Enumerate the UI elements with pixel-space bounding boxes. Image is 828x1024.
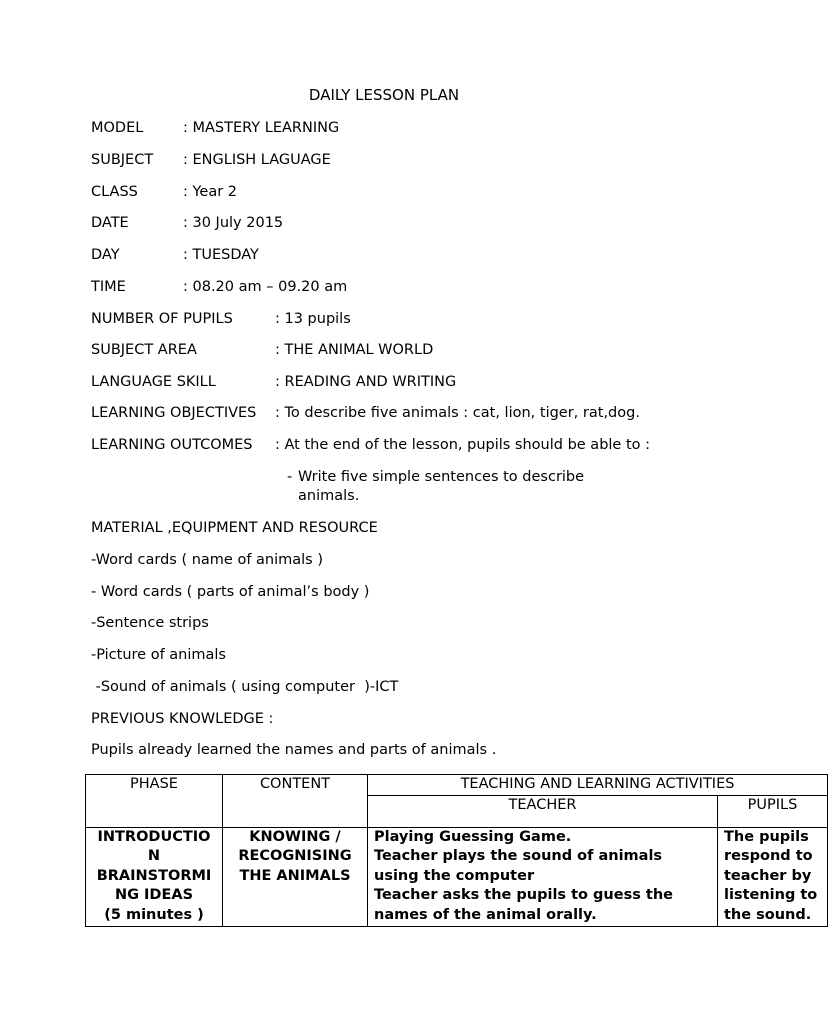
outcome-bullet-line-1: Write five simple sentences to describe	[298, 469, 585, 485]
pupils-activity-cell	[718, 827, 828, 926]
header-activities	[368, 775, 828, 796]
phase-line: NG IDEAS	[114, 887, 194, 903]
field-value-model: : MASTERY LEARNING	[183, 120, 340, 136]
material-item: -Sentence strips	[91, 615, 209, 631]
field-label-subject-area: SUBJECT AREA	[91, 342, 197, 358]
field-value-date: : 30 July 2015	[183, 215, 284, 231]
field-label-time: TIME	[91, 279, 126, 295]
pupils-activity-line: The pupils	[724, 828, 809, 845]
field-label-language-skill: LANGUAGE SKILL	[91, 374, 216, 390]
content-line: THE ANIMALS	[239, 867, 351, 884]
page-title: DAILY LESSON PLAN	[308, 86, 460, 104]
field-value-learning-outcomes: : At the end of the lesson, pupils should be able to :	[275, 437, 651, 453]
header-teacher	[368, 795, 718, 827]
header-activities-label: TEACHING AND LEARNING ACTIVITIES	[460, 776, 735, 792]
teacher-activity-line: Teacher asks the pupils to guess the	[374, 887, 673, 903]
material-item: - Word cards ( parts of animal’s body )	[91, 584, 370, 600]
content-line: KNOWING /	[249, 828, 341, 845]
field-value-class: : Year 2	[183, 184, 238, 200]
materials-heading: MATERIAL ,EQUIPMENT AND RESOURCE	[91, 520, 378, 536]
pupils-activity-line: the sound.	[724, 906, 812, 923]
field-label-model: MODEL	[91, 120, 144, 136]
header-phase-label: PHASE	[130, 776, 178, 792]
previous-knowledge-heading: PREVIOUS KNOWLEDGE :	[91, 711, 274, 727]
header-phase	[86, 775, 223, 828]
field-label-day: DAY	[91, 247, 120, 263]
material-item: -Picture of animals	[91, 647, 226, 663]
content-line: RECOGNISING	[238, 848, 352, 864]
phase-cell	[86, 827, 223, 926]
field-label-class: CLASS	[91, 184, 138, 200]
phase-line: INTRODUCTIO	[97, 828, 211, 845]
teacher-activity-line: Playing Guessing Game.	[374, 828, 572, 845]
field-label-learning-outcomes: LEARNING OUTCOMES	[91, 437, 253, 453]
outcome-bullet-dash: -	[287, 469, 293, 485]
phase-line: BRAINSTORMI	[96, 867, 212, 884]
field-value-subject-area: : THE ANIMAL WORLD	[275, 342, 434, 358]
field-value-number-of-pupils: : 13 pupils	[275, 311, 351, 327]
teacher-activity-cell	[368, 827, 718, 926]
field-value-time: : 08.20 am – 09.20 am	[183, 279, 348, 295]
teacher-activity-line: names of the animal orally.	[374, 906, 597, 923]
field-value-subject: : ENGLISH LAGUAGE	[183, 152, 331, 168]
table-header-row	[86, 775, 828, 796]
header-pupils-label: PUPILS	[747, 796, 798, 813]
field-label-learning-objectives: LEARNING OBJECTIVES	[91, 405, 257, 421]
material-item: -Word cards ( name of animals )	[91, 552, 323, 568]
header-teacher-label: TEACHER	[508, 796, 577, 813]
previous-knowledge-text: Pupils already learned the names and parts of animals .	[91, 742, 497, 758]
teacher-activity-line: using the computer	[374, 867, 535, 884]
field-label-date: DATE	[91, 215, 129, 231]
phase-line: (5 minutes )	[104, 906, 204, 923]
phase-line: N	[147, 848, 161, 864]
content-cell	[223, 827, 368, 926]
outcome-bullet-line-2: animals.	[298, 488, 360, 504]
header-content-label: CONTENT	[259, 776, 331, 792]
field-value-language-skill: : READING AND WRITING	[275, 374, 457, 390]
field-label-subject: SUBJECT	[91, 152, 154, 168]
pupils-activity-line: teacher by	[724, 867, 812, 884]
field-value-learning-objectives: : To describe five animals : cat, lion, tiger, rat,dog.	[275, 405, 640, 421]
pupils-activity-line: respond to	[724, 848, 813, 864]
header-pupils	[718, 795, 828, 827]
teacher-activity-line: Teacher plays the sound of animals	[374, 848, 663, 864]
table-row	[86, 827, 828, 926]
lesson-plan-table	[85, 774, 828, 927]
field-label-number-of-pupils: NUMBER OF PUPILS	[91, 311, 233, 327]
header-content	[223, 775, 368, 828]
material-item: -Sound of animals ( using computer )-ICT	[91, 679, 399, 695]
field-value-day: : TUESDAY	[183, 247, 259, 263]
pupils-activity-line: listening to	[724, 887, 818, 903]
